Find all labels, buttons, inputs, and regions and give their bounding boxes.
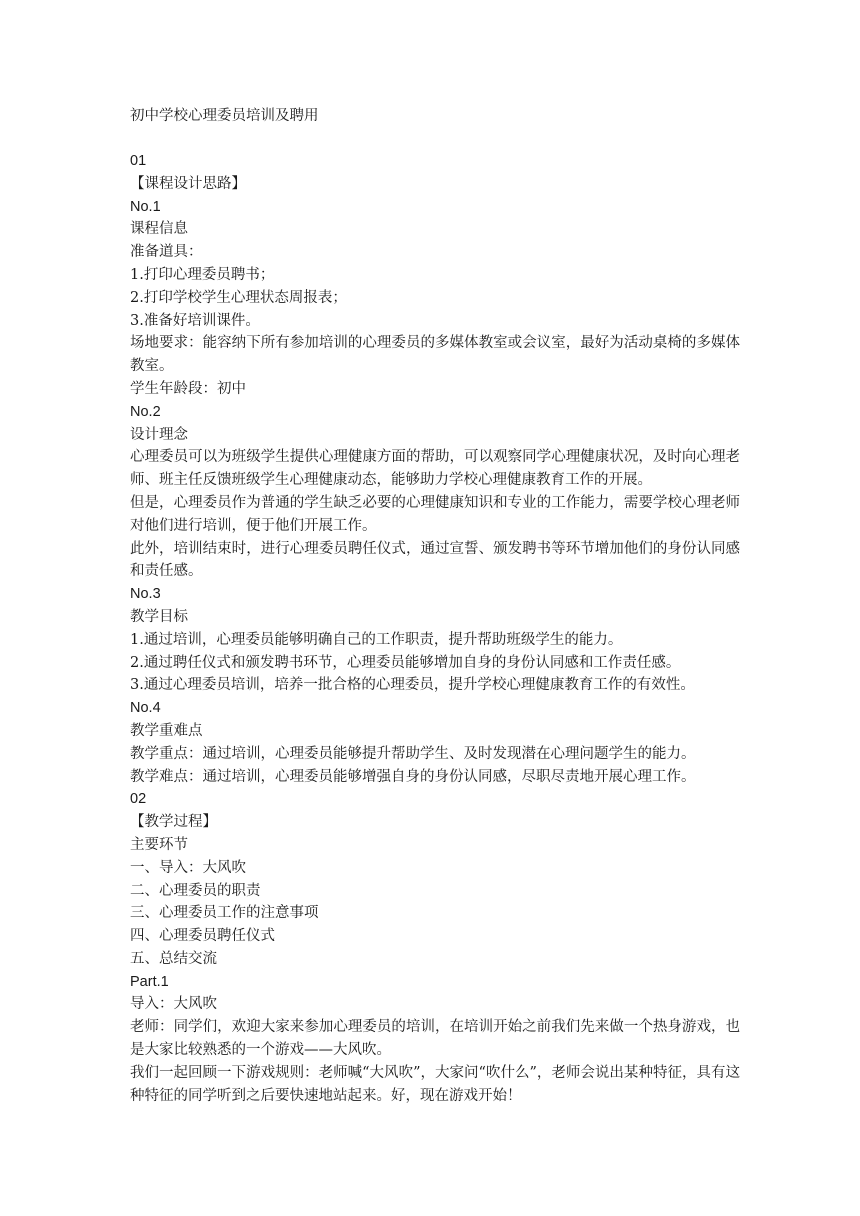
body-line: 学生年龄段：初中 <box>130 380 246 397</box>
body-line: 【教学过程】 <box>130 814 217 831</box>
document-body <box>130 150 740 1107</box>
body-line: 准备道具： <box>130 244 203 261</box>
body-line: Part.1 <box>130 973 169 990</box>
body-line: 教学重难点 <box>130 722 203 739</box>
body-line: 主要环节 <box>130 836 188 853</box>
body-paragraph: 此外，培训结束时，进行心理委员聘任仪式，通过宣誓、颁发聘书等环节增加他们的身份认同感和责任感。 <box>130 540 740 580</box>
body-line: No.1 <box>130 198 161 215</box>
body-line: 2.打印学校学生心理状态周报表； <box>130 289 347 306</box>
body-line: 二、心理委员的职责 <box>130 882 261 899</box>
body-line: 1.打印心理委员聘书； <box>130 266 275 283</box>
body-paragraph: 老师：同学们，欢迎大家来参加心理委员的培训，在培训开始之前我们先来做一个热身游戏，也是大家比较熟悉的一个游戏——大风吹。 <box>130 1019 740 1059</box>
document-title: 初中学校心理委员培训及聘用 <box>130 108 319 124</box>
body-line: 01 <box>130 153 147 169</box>
body-line: 3.准备好培训课件。 <box>130 312 260 329</box>
body-line: 三、心理委员工作的注意事项 <box>130 905 319 922</box>
body-paragraph: 但是，心理委员作为普通的学生缺乏必要的心理健康知识和专业的工作能力，需要学校心理老师对他们进行培训，便于他们开展工作。 <box>130 494 740 534</box>
body-line: 四、心理委员聘任仪式 <box>130 928 275 945</box>
body-line: 02 <box>130 791 147 808</box>
body-line: 设计理念 <box>130 426 188 443</box>
body-line: 教学重点：通过培训，心理委员能够提升帮助学生、及时发现潜在心理问题学生的能力。 <box>130 745 696 762</box>
body-line: No.4 <box>130 700 161 717</box>
body-line: 3.通过心理委员培训，培养一批合格的心理委员，提升学校心理健康教育工作的有效性。 <box>130 677 695 694</box>
body-paragraph: 心理委员可以为班级学生提供心理健康方面的帮助，可以观察同学心理健康状况，及时向心理老师、班主任反馈班级学生心理健康动态，能够助力学校心理健康教育工作的开展。 <box>130 449 740 489</box>
body-paragraph: 场地要求：能容纳下所有参加培训的心理委员的多媒体教室或会议室，最好为活动桌椅的多媒体教室。 <box>130 335 740 375</box>
body-line: 【课程设计思路】 <box>130 175 246 192</box>
body-line: 2.通过聘任仪式和颁发聘书环节，心理委员能够增加自身的身份认同感和工作责任感。 <box>130 654 681 671</box>
body-paragraph: 我们一起回顾一下游戏规则：老师喊“大风吹”，大家问“吹什么”，老师会说出某种特征，具有这种特征的同学听到之后要快速地站起来。好，现在游戏开始！ <box>130 1064 740 1104</box>
body-line: 1.通过培训，心理委员能够明确自己的工作职责，提升帮助班级学生的能力。 <box>130 631 623 648</box>
body-line: No.2 <box>130 403 161 420</box>
body-line: 教学难点：通过培训，心理委员能够增强自身的身份认同感，尽职尽责地开展心理工作。 <box>130 768 696 785</box>
body-line: No.3 <box>130 586 161 603</box>
body-line: 教学目标 <box>130 608 188 625</box>
body-line: 五、总结交流 <box>130 950 217 967</box>
body-line: 一、导入：大风吹 <box>130 859 246 876</box>
body-line: 课程信息 <box>130 221 188 238</box>
body-line: 导入：大风吹 <box>130 996 217 1013</box>
